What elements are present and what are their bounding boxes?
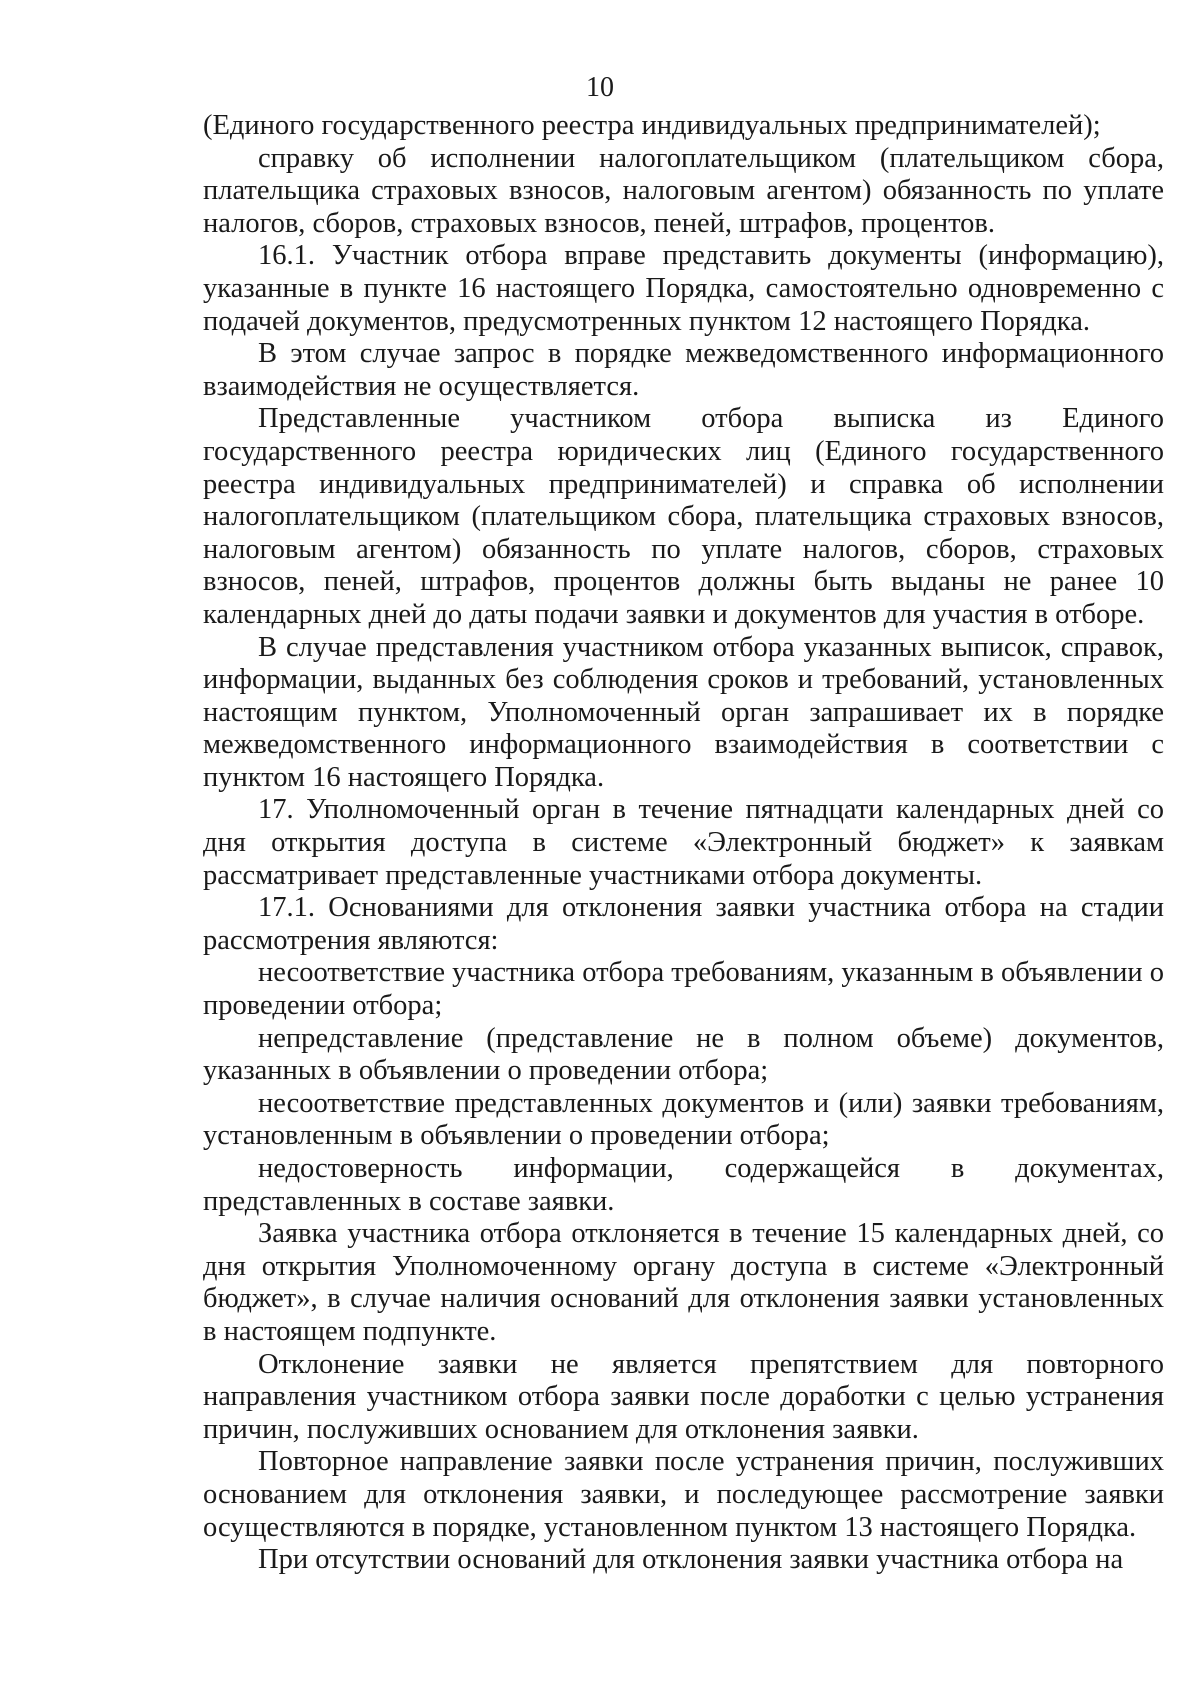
paragraph-tax-certificate: справку об исполнении налогоплательщиком (плательщиком сбора, плательщика страховых взносов, налоговым агентом) обязанность по уплате налогов, сборов, страховых взносов, пеней, штрафов, процентов. xyxy=(203,142,1164,239)
paragraph-no-grounds: При отсутствии оснований для отклонения заявки участника отбора на xyxy=(258,1544,1124,1576)
document-body xyxy=(203,110,1164,1577)
paragraph-ground-documents-missing: непредставление (представление не в полном объеме) документов, указанных в объявлении о проведении отбора; xyxy=(203,1022,1164,1087)
paragraph-egrip-continuation: (Единого государственного реестра индивидуальных предпринимателей); xyxy=(203,110,1101,141)
paragraph-ground-unreliable-information: недостоверность информации, содержащейся в документах, представленных в составе заявки. xyxy=(203,1153,1164,1217)
paragraph-no-interagency-request: В этом случае запрос в порядке межведомственного информационного взаимодействия не осуществляется. xyxy=(203,338,1164,402)
paragraph-ground-documents-noncompliance: несоответствие представленных документов и (или) заявки требованиям, установленным в объявлении о проведении отбора; xyxy=(203,1087,1164,1152)
paragraph-rejection-period: Заявка участника отбора отклоняется в течение 15 календарных дней, со дня открытия Уполномоченному органу доступа в системе «Электронный бюджет», в случае наличия оснований для отклонения заявки установленных в настоящем подпункте. xyxy=(203,1218,1164,1347)
paragraph-17: 17. Уполномоченный орган в течение пятнадцати календарных дней со дня открытия доступа в системе «Электронный бюджет» к заявкам рассматривает представленные участниками отбора документы. xyxy=(203,794,1164,891)
paragraph-validity-period: Представленные участником отбора выписка из Единого государственного реестра юридических лиц (Единого государственного реестра индивидуальных предпринимателей) и справка об исполнении налогоплательщиком (плательщиком сбора, плательщика страховых взносов, налоговым агентом) обязанность по уплате налогов, сборов, страховых взносов, пеней, штрафов, процентов должны быть выданы не ранее 10 календарных дней до даты подачи заявки и документов для участия в отборе. xyxy=(203,403,1164,630)
paragraph-17-1: 17.1. Основаниями для отклонения заявки участника отбора на стадии рассмотрения являются: xyxy=(203,892,1164,956)
paragraph-noncompliant-documents: В случае представления участником отбора указанных выписок, справок, информации, выданных без соблюдения сроков и требований, установленных настоящим пунктом, Уполномоченный орган запрашивает их в порядке межведомственного информационного взаимодействия в соответствии с пунктом 16 настоящего Порядка. xyxy=(203,631,1164,793)
page-number: 10 xyxy=(586,72,614,103)
paragraph-resubmission-allowed: Отклонение заявки не является препятствием для повторного направления участником отбора заявки после доработки с целью устранения причин, послуживших основанием для отклонения заявки. xyxy=(203,1348,1164,1445)
paragraph-ground-participant-noncompliance: несоответствие участника отбора требованиям, указанным в объявлении о проведении отбора; xyxy=(203,957,1164,1022)
paragraph-16-1: 16.1. Участник отбора вправе представить документы (информацию), указанные в пункте 16 настоящего Порядка, самостоятельно одновременно с подачей документов, предусмотренных пунктом 12 настоящего Порядка. xyxy=(203,240,1164,337)
paragraph-resubmission-procedure: Повторное направление заявки после устранения причин, послуживших основанием для отклонения заявки, и последующее рассмотрение заявки осуществляются в порядке, установленном пунктом 13 настоящего Порядка. xyxy=(203,1446,1164,1543)
